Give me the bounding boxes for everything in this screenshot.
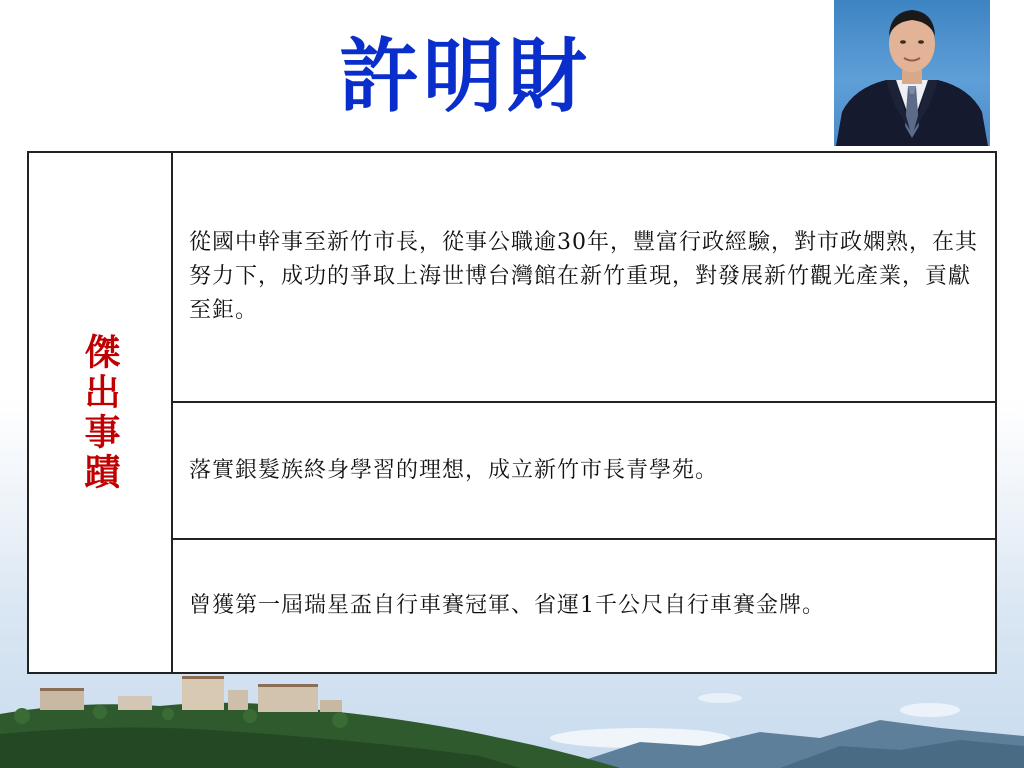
category-label: 傑出事蹟 bbox=[79, 332, 121, 493]
achievement-text: 落實銀髮族終身學習的理想，成立新竹市長青學苑。 bbox=[189, 457, 719, 483]
achievements-column bbox=[173, 153, 995, 672]
achievement-row bbox=[173, 540, 995, 672]
achievement-row bbox=[173, 153, 995, 403]
achievements-table bbox=[27, 151, 997, 674]
page-title: 許明財 bbox=[339, 30, 591, 123]
achievement-text: 從國中幹事至新竹市長，從事公職逾30年，豐富行政經驗，對市政嫻熟，在其努力下，成功的爭取上海世博台灣館在新竹重現，對發展新竹觀光產業，貢獻至鉅。 bbox=[189, 230, 978, 323]
portrait-photo bbox=[834, 0, 990, 146]
achievement-text: 曾獲第一屆瑞星盃自行車賽冠軍、省運1千公尺自行車賽金牌。 bbox=[189, 593, 825, 618]
category-cell bbox=[29, 153, 173, 672]
campus-landscape-image bbox=[0, 676, 1024, 768]
person-portrait-icon bbox=[834, 0, 990, 146]
achievement-row bbox=[173, 403, 995, 540]
